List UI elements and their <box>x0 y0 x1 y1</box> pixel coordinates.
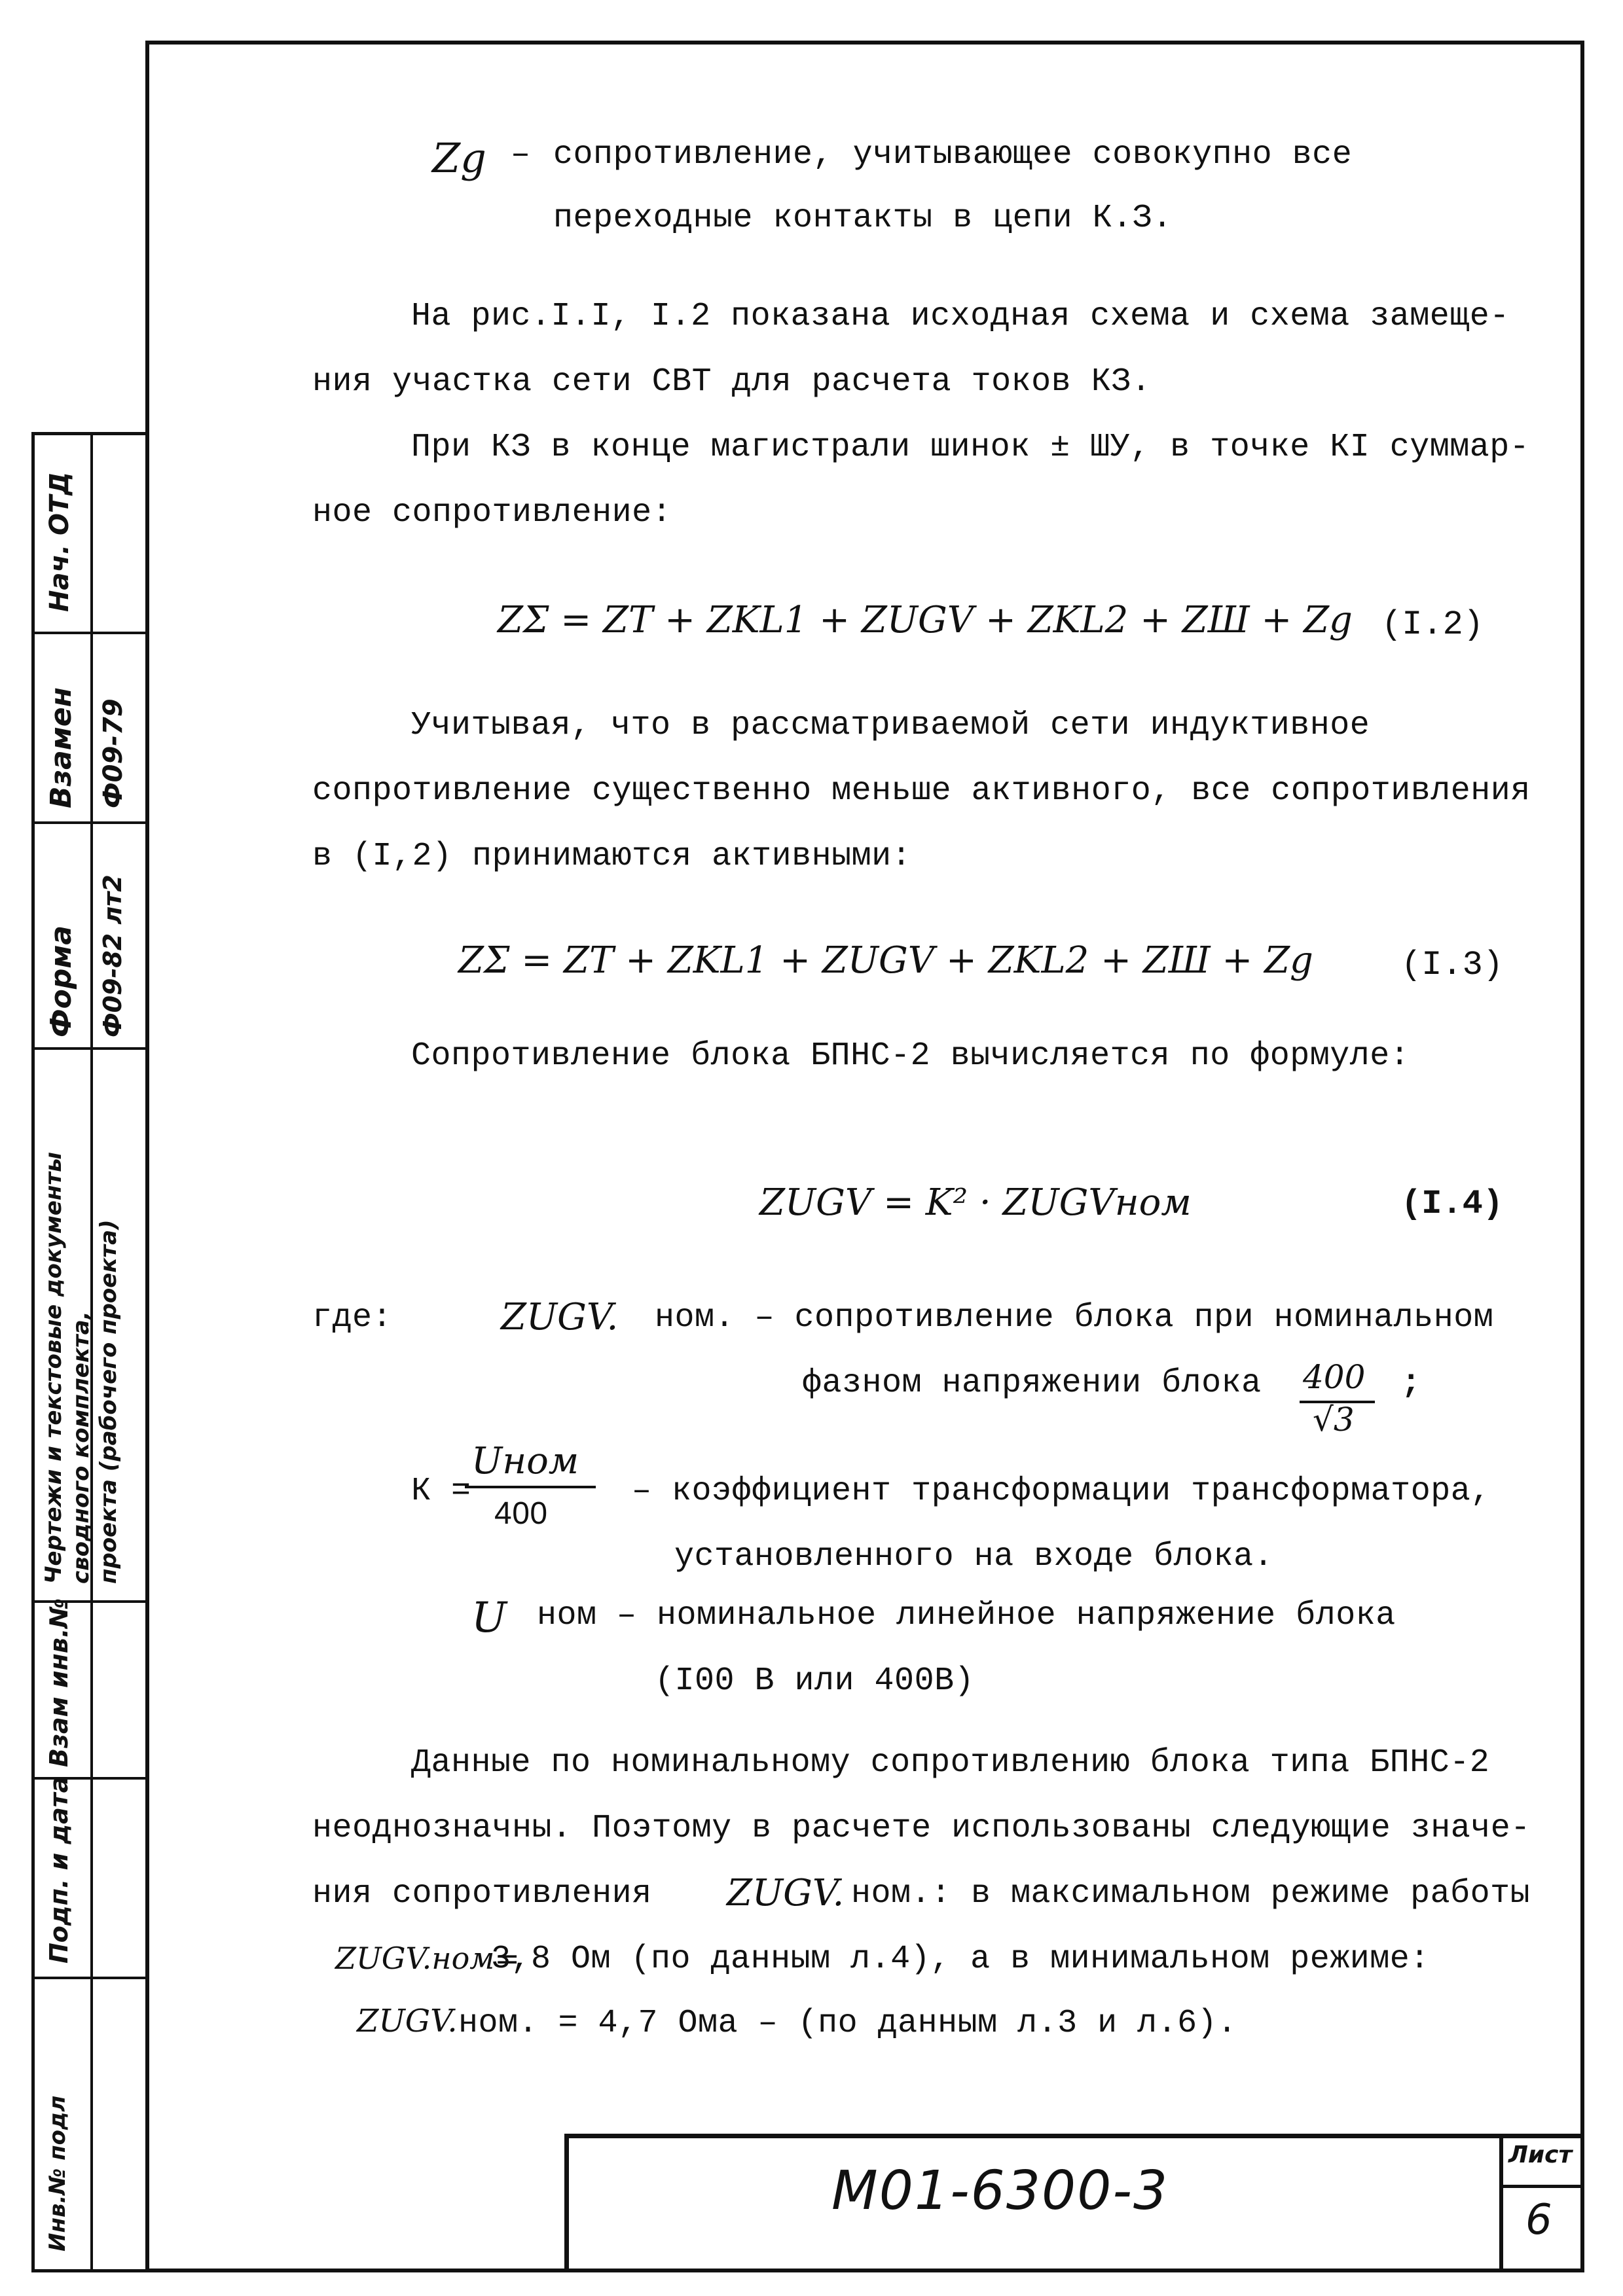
text-line: Учитывая, что в рассматриваемой сети индуктивное <box>411 707 1370 744</box>
semicolon: ; <box>1401 1365 1421 1402</box>
k-numerator: Uном <box>471 1440 579 1482</box>
formula-1-2: ZΣ = ZT + ZKL1 + ZUGV + ZKL2 + ZШ + Zg <box>498 599 1353 641</box>
document-code: М01-6300-3 <box>831 2160 1169 2222</box>
text-line: ное сопротивление: <box>312 494 672 531</box>
symbol-zugv: ZUGV. <box>727 1872 845 1914</box>
text-line: сопротивление, учитывающее совокупно все <box>553 136 1353 173</box>
side-label-replaces: Взамен <box>45 687 78 808</box>
sheet-label: Лист <box>1508 2142 1573 2168</box>
side-label-form-code-1: Ф09-79 <box>98 698 128 808</box>
side-row-divider <box>31 632 149 634</box>
side-label-set: сводного комплекта, <box>68 1311 94 1584</box>
k-label: К = <box>411 1473 471 1510</box>
text-line: Сопротивление блока БПНС-2 вычисляется по формуле: <box>411 1037 1410 1075</box>
equation-number: (I.4) <box>1401 1185 1504 1223</box>
side-label-form-code-2: Ф09-82 лт2 <box>98 874 127 1037</box>
side-label-inv-replace: Взам инв.№ <box>45 1598 73 1767</box>
text-line: переходные контакты в цепи К.З. <box>553 200 1173 237</box>
text-line: ном – номинальное линейное напряжение блока <box>537 1597 1396 1634</box>
sheet-cell-divider <box>1499 2185 1584 2188</box>
symbol-zugv: ZUGV. <box>357 2003 458 2039</box>
text-line: ном.: в максимальном режиме работы <box>851 1875 1531 1912</box>
side-label-inv-original: Инв.№ подл <box>45 2095 71 2251</box>
symbol-zg: Zg <box>432 134 486 182</box>
where-label: где: <box>312 1299 393 1336</box>
side-label-project: проекта (рабочего проекта) <box>96 1219 122 1584</box>
side-label-form: Форма <box>45 925 78 1037</box>
side-row-divider <box>31 1047 149 1050</box>
text-line: Данные по номинальному сопротивлению блока типа БПНС-2 <box>411 1744 1490 1782</box>
text-line: 3,8 Ом (по данным л.4), а в минимальном режиме: <box>491 1941 1430 1978</box>
symbol-u: U <box>471 1594 507 1642</box>
text-line: в (I,2) принимаются активными: <box>312 838 912 875</box>
text-line: установленного на входе блока. <box>674 1538 1274 1575</box>
text-line: При КЗ в конце магистрали шинок ± ШУ, в точке КI суммар- <box>411 429 1530 466</box>
text-line: ном. = 4,7 Ома – (по данным л.3 и л.6). <box>458 2005 1237 2042</box>
fraction-bar <box>465 1486 596 1488</box>
text-line: (I00 В или 400В) <box>655 1662 975 1700</box>
side-row-divider <box>31 821 149 824</box>
formula-1-3: ZΣ = ZT + ZKL1 + ZUGV + ZKL2 + ZШ + Zg <box>458 939 1313 982</box>
text-line: – коэффициент трансформации трансформатора, <box>632 1473 1491 1510</box>
text-line: сопротивление существенно меньше активного, все сопротивления <box>312 772 1531 810</box>
text-line: фазном напряжении блока <box>802 1365 1262 1402</box>
formula-1-4: ZUGV = K² · ZUGVном <box>759 1181 1192 1224</box>
fraction-denominator: √3 <box>1313 1401 1355 1439</box>
side-row-divider <box>31 1977 149 1979</box>
symbol-zugv: ZUGV. <box>501 1296 619 1338</box>
side-label-sign-date: Подп. и дата <box>45 1776 73 1964</box>
text-line: ном. – сопротивление блока при номинальном <box>655 1299 1494 1336</box>
equation-number: (I.2) <box>1381 605 1484 644</box>
line-dash: – <box>511 136 531 173</box>
symbol-zugv-nom: ZUGV.ном= <box>335 1941 520 1976</box>
fraction-numerator: 400 <box>1303 1358 1366 1396</box>
equation-number: (I.3) <box>1401 946 1504 984</box>
text-line: ния участка сети СВТ для расчета токов КЗ. <box>312 363 1152 401</box>
text-line: ния сопротивления <box>312 1875 652 1912</box>
sheet-number: 6 <box>1525 2196 1552 2244</box>
text-line: На рис.I.I, I.2 показана исходная схема и схема замеще- <box>411 298 1510 335</box>
side-label-documents: Чертежи и текстовые документы <box>41 1152 67 1584</box>
k-denominator: 400 <box>494 1496 548 1531</box>
text-line: неоднозначны. Поэтому в расчете использованы следующие значе- <box>312 1810 1531 1847</box>
side-label-head: Нач. ОТД <box>45 472 75 612</box>
